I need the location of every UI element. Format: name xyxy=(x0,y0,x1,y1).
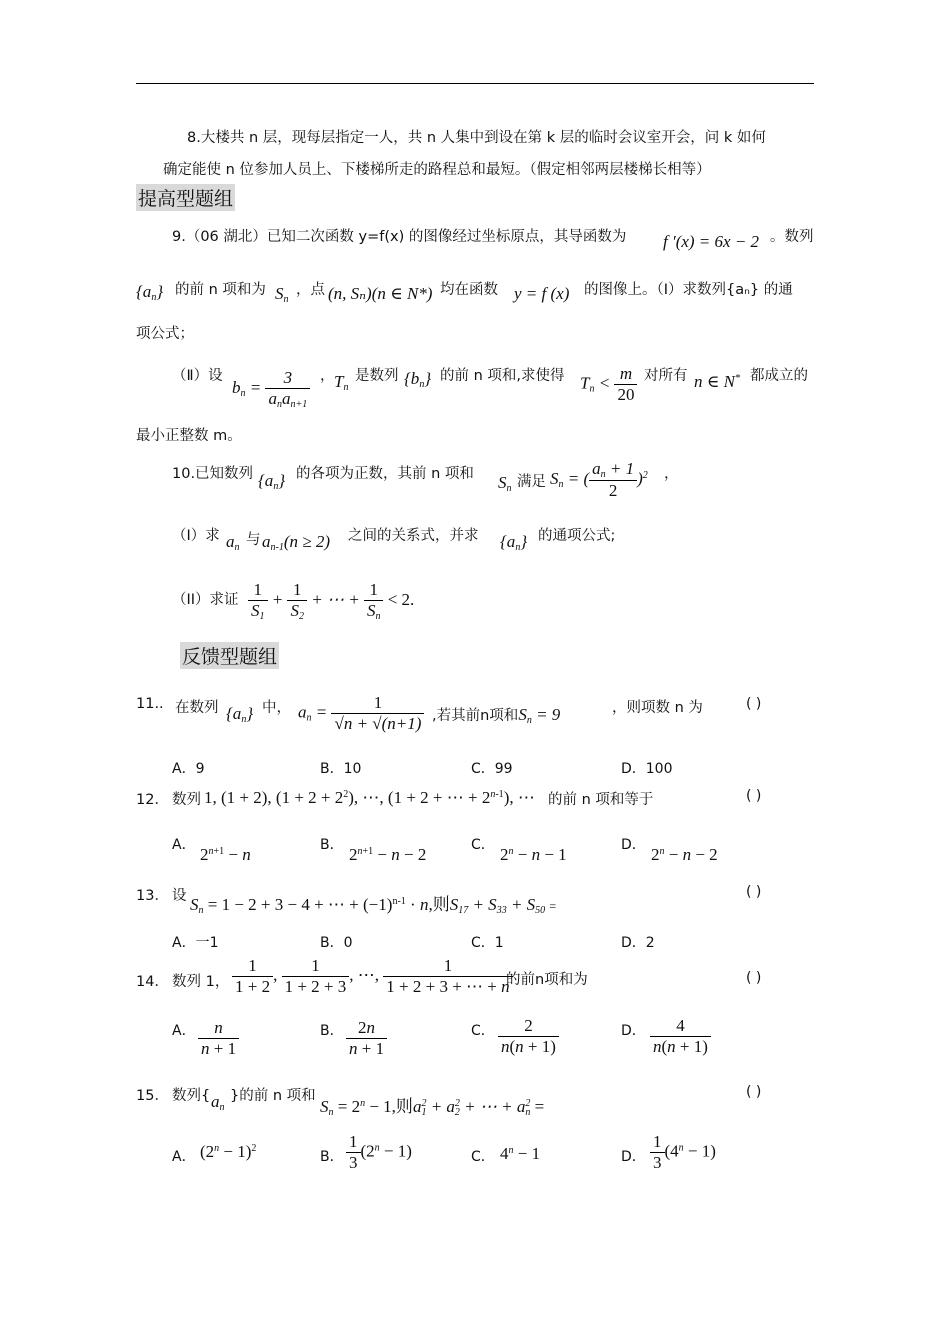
q11-text1: 在数列 xyxy=(175,700,219,716)
q11-number: 11.. xyxy=(136,696,164,712)
q11-seq-an: $\{a_n\}$ xyxy=(226,704,254,725)
p8-line1: 8.大楼共 n 层，现每层指定一人，共 n 人集中到设在第 k 层的临时会议室开会，问 k 如何 xyxy=(187,130,766,146)
q14-option-c: $\frac{2}{n(n + 1)}$ xyxy=(498,1016,559,1057)
q13-option-a: A．一1 xyxy=(172,935,219,951)
p10-and: 与 xyxy=(246,532,261,548)
p9-derivative: f ′(x) = 6x − 2 xyxy=(663,232,760,251)
q14-option-b: $\frac{2n}{n + 1}$ xyxy=(346,1018,387,1059)
q12-text1: 数列 xyxy=(172,792,201,808)
q11-option-d: D．100 xyxy=(621,761,673,777)
p10-formula: $S_n$ = ( $\frac{a_n + 1}{2}$ )$^2$ xyxy=(550,459,648,500)
p9-line2c: 均在函数 xyxy=(440,282,498,298)
p8-line2: 确定能使 n 位参加人员上、下楼梯所走的路程总和最短。（假定相邻两层楼梯长相等） xyxy=(163,162,711,178)
q11-text3: ,若其前n项和 xyxy=(432,708,519,724)
q11-option-b: B．10 xyxy=(320,761,362,777)
q15-option-b-label: B． xyxy=(320,1149,344,1165)
p9-point: (n, Sₙ)(n ∈ N*) xyxy=(328,284,433,303)
q11-formula: $a_n$ = $\frac{1}{√n + √(n+1)}$ xyxy=(298,693,424,734)
q15-text1: 数列{ xyxy=(172,1088,211,1104)
p9-Sn: $S_n$ xyxy=(275,284,289,305)
q15-an: $a_n$ xyxy=(211,1092,225,1113)
q12-option-d: $2^n - n - 2$ xyxy=(651,845,718,864)
q13-number: 13． xyxy=(136,888,169,904)
p9-line1-end: 。数列 xyxy=(770,229,814,245)
p10-part1-end: 的通项公式; xyxy=(538,528,616,544)
q15-option-d: $\frac{1}{3}$ $(4^n - 1)$ xyxy=(650,1132,716,1173)
p10-Sn: $S_n$ xyxy=(498,473,512,494)
q15-option-a: $(2^n - 1)^2$ xyxy=(200,1142,257,1161)
q14-option-b-label: B． xyxy=(320,1023,344,1039)
q13-text1: 设 xyxy=(172,888,187,904)
q14-text2: 的前n项和为 xyxy=(506,972,588,988)
p9-line5: 最小正整数 m。 xyxy=(136,428,242,444)
q13-option-d: D．2 xyxy=(621,935,655,951)
p9-inequality: $T_n$ < $\frac{m}{20}$ xyxy=(580,364,637,405)
q15-option-d-label: D． xyxy=(621,1149,646,1165)
p10-sum-inequality: $\frac{1}{S_1}$ + $\frac{1}{S_2}$ + ⋯ + $\frac{1}{S_n}$ < 2. xyxy=(248,580,414,622)
p9-n-in-N: n ∈ N* xyxy=(694,372,740,391)
q14-sequence: $\frac{1}{1 + 2}$ , $\frac{1}{1 + 2 + 3}$ , ⋯, $\frac{1}{1 + 2 + 3 + \cdots + n}$ xyxy=(232,956,513,997)
q12-option-b: $2^{n+1} - n - 2$ xyxy=(349,845,427,864)
p9-line4e: 都成立的 xyxy=(750,368,808,384)
q11-answer-blank: ( ) xyxy=(746,696,762,712)
q15-answer-blank: ( ) xyxy=(746,1084,762,1100)
p10-seq-an: $\{a_n\}$ xyxy=(258,471,286,492)
p9-line2d: 的图像上。（Ⅰ）求数列{aₙ} 的通 xyxy=(584,282,793,298)
p9-function: y = f (x) xyxy=(514,284,570,303)
q15-text2: }的前 n 项和 xyxy=(230,1088,316,1104)
q12-option-b-label: B． xyxy=(320,837,344,853)
q15-number: 15． xyxy=(136,1088,169,1104)
q13-formula: $S_n = 1 - 2 + 3 - 4$ + ⋯ + $(-1)^{n-1} \cdot n$,则$S_{17} + S_{33} + S_{50}$ = xyxy=(190,895,557,916)
p9-seq-bn: $\{b_n\}$ xyxy=(404,369,432,390)
q13-answer-blank: ( ) xyxy=(746,884,762,900)
q15-option-b: $\frac{1}{3}$ $(2^n - 1)$ xyxy=(346,1132,412,1173)
q11-condition: ,若其前n项和$S_n = 9$ xyxy=(432,705,561,726)
q13-option-c: C．1 xyxy=(471,935,504,951)
q12-sequence: 1, (1 + 2), $(1 + 2 + 2^2)$, ⋯, (1 + 2 + ⋯ + $2^{n-1}$), ⋯ xyxy=(204,788,535,807)
q12-number: 12． xyxy=(136,792,169,808)
q15-option-c: $4^n - 1$ xyxy=(500,1144,541,1163)
q12-text2: 的前 n 项和等于 xyxy=(548,792,654,808)
p9-bn-def: $b_n$ = $\frac{3}{a_na_{n+1}}$ xyxy=(232,368,310,410)
q14-number: 14． xyxy=(136,974,169,990)
p9-part2-label: （Ⅱ）设 xyxy=(172,368,223,384)
section-title-advanced: 提高型题组 xyxy=(136,184,235,211)
q15-formula: $S_n = 2^n - 1$,则$a_1^2 + a_2^2$ + ⋯ + $a_n^2$ = xyxy=(320,1097,545,1118)
q11-option-a: A．9 xyxy=(172,761,205,777)
q12-option-c: $2^n - n - 1$ xyxy=(500,845,567,864)
q12-option-c-label: C． xyxy=(471,837,495,853)
q14-option-a-label: A． xyxy=(172,1023,196,1039)
q11-text2: 中， xyxy=(262,700,291,716)
p10-part1-label: （I）求 xyxy=(172,528,220,544)
header-rule xyxy=(136,83,814,84)
p10-comma: ， xyxy=(664,466,679,482)
q14-option-d: $\frac{4}{n(n + 1)}$ xyxy=(650,1016,711,1057)
q11-option-c: C．99 xyxy=(471,761,513,777)
q12-answer-blank: ( ) xyxy=(746,788,762,804)
p9-comma: ， xyxy=(320,368,335,384)
p9-Tn: $T_n$ xyxy=(334,372,349,393)
p9-line1: 9.（06 湖北）已知二次函数 y=f(x) 的图像经过坐标原点，其导函数为 xyxy=(172,229,627,245)
q14-option-c-label: C． xyxy=(471,1023,495,1039)
p10-seq-an-2: $\{a_n\}$ xyxy=(500,532,528,553)
p9-line4d: 对所有 xyxy=(644,368,688,384)
p9-line4c: 的前 n 项和,求使得 xyxy=(440,368,565,384)
q13-option-b: B．0 xyxy=(320,935,353,951)
q14-text1: 数列 1， xyxy=(172,974,230,990)
q15-option-c-label: C． xyxy=(471,1149,495,1165)
q14-option-d-label: D． xyxy=(621,1023,646,1039)
p10-an: $a_n$ xyxy=(226,532,240,553)
q12-option-d-label: D． xyxy=(621,837,646,853)
p9-line2a: 的前 n 项和为 xyxy=(175,282,266,298)
q12-option-a: $2^{n+1} - n$ xyxy=(200,845,251,864)
q12-option-a-label: A． xyxy=(172,837,196,853)
q15-option-a-label: A． xyxy=(172,1149,196,1165)
p10-text: 的各项为正数，其前 n 项和 xyxy=(296,466,474,482)
section-title-feedback: 反馈型题组 xyxy=(180,642,279,669)
p9-line4b: 是数列 xyxy=(355,368,399,384)
p10-satisfies: 满足 xyxy=(517,474,546,490)
p10-part2-label: （II）求证 xyxy=(172,592,239,608)
q14-answer-blank: ( ) xyxy=(746,970,762,986)
q11-text4: ，则项数 n 为 xyxy=(612,700,703,716)
p9-line3: 项公式； xyxy=(136,326,194,342)
q14-option-a: $\frac{n}{n + 1}$ xyxy=(198,1018,239,1059)
p9-line2b: ，点 xyxy=(296,282,325,298)
p9-seq-an: $\{a_n\}$ xyxy=(136,282,164,303)
p10-intro: 10.已知数列 xyxy=(172,466,254,482)
p10-part1-text: 之间的关系式，并求 xyxy=(348,528,479,544)
p10-an-1: $a_{n-1}(n \ge 2)$ xyxy=(262,532,330,553)
